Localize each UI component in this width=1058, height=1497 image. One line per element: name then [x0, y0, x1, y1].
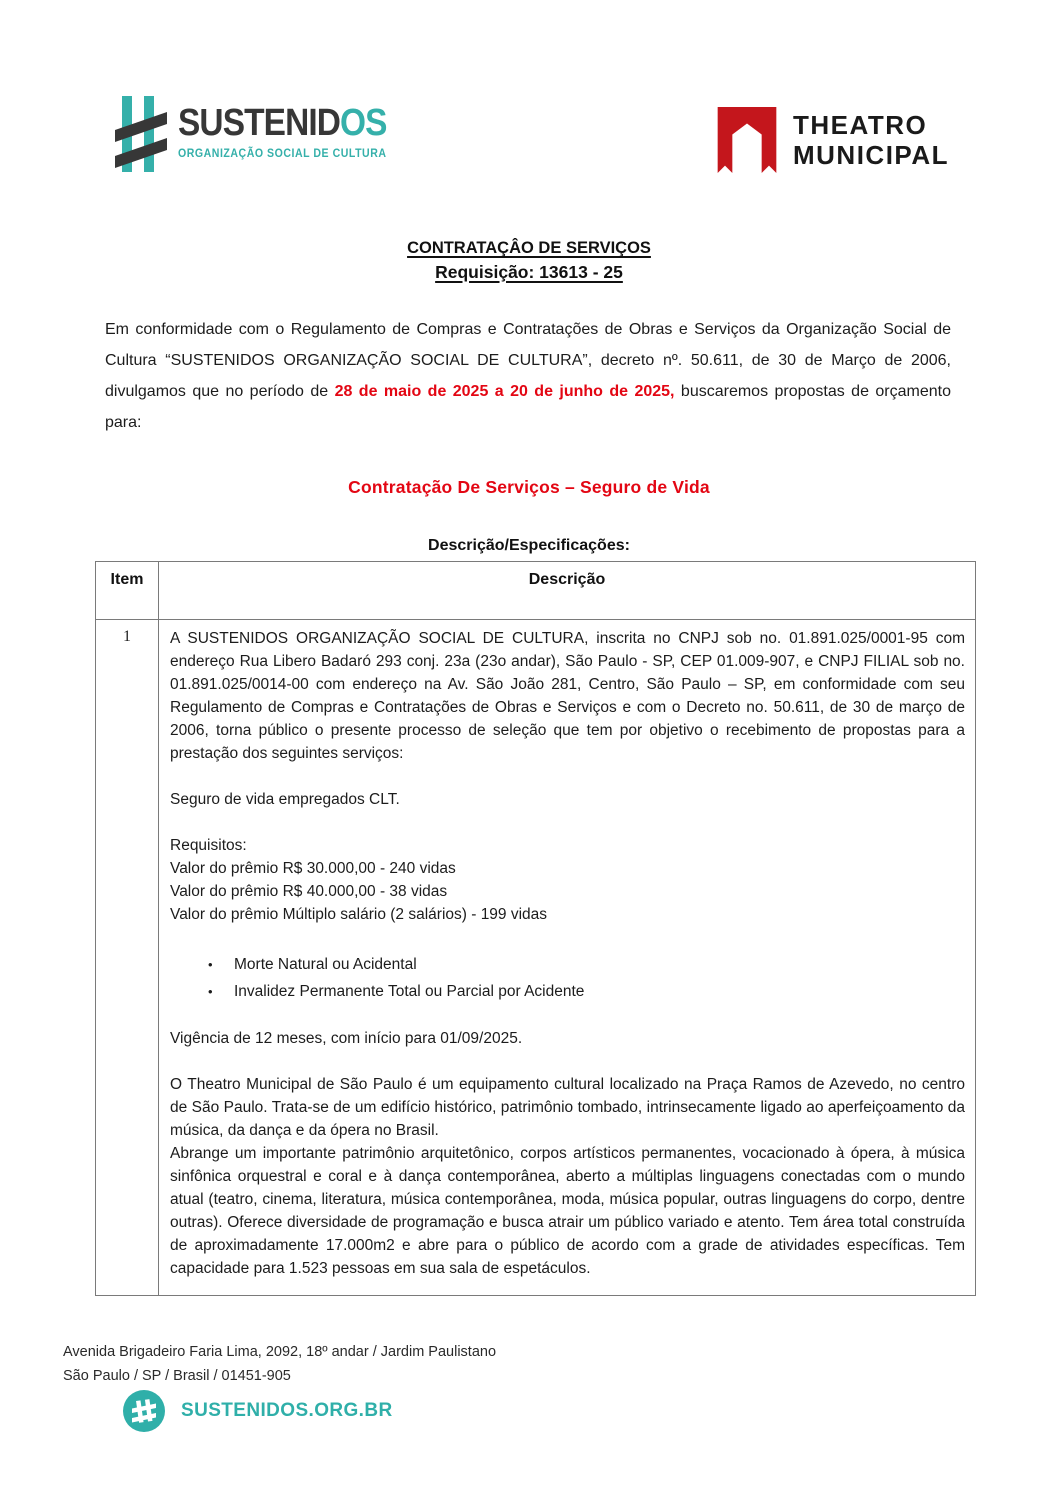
requirement-line: Requisitos:	[170, 837, 247, 854]
spec-table	[95, 561, 976, 1296]
sustenidos-tagline: ORGANIZAÇÃO SOCIAL DE CULTURA	[178, 146, 387, 160]
theatro-municipal-logo	[716, 107, 949, 173]
theatro-line1: THEATRO	[793, 110, 928, 140]
title-line1: CONTRATAÇÂO DE SERVIÇOS	[407, 239, 651, 257]
specs-heading: Descrição/Especificações:	[428, 537, 630, 554]
item-number-cell: 1	[96, 620, 159, 1296]
coverage-bullet-list	[170, 953, 965, 1004]
footer-brand	[123, 1390, 393, 1432]
theatro-line2: MUNICIPAL	[793, 140, 950, 170]
sustenidos-name	[178, 103, 387, 143]
col-header-description: Descrição	[159, 562, 976, 620]
description-paragraph: Vigência de 12 meses, com início para 01/09/2025.	[170, 1030, 523, 1047]
intro-text-before: Em conformidade com o Regulamento de Compras e Contratações de Obras e Serviços da Organização Social de Cultura “SUSTENIDOS ORGANIZAÇÃO SOCIAL DE CULTURA”, decreto nº. 50.611, de 30 de Março de 2006, divulgamos que no período de	[105, 321, 951, 400]
footer-address	[63, 1340, 496, 1388]
sustenidos-name-main: SUSTENID	[178, 102, 341, 144]
bullet-item	[208, 980, 965, 1004]
intro-date-range: 28 de maio de 2025 a 20 de junho de 2025,	[334, 383, 675, 400]
theatro-arch-icon	[716, 107, 778, 173]
description-paragraph: O Theatro Municipal de São Paulo é um equipamento cultural localizado na Praça Ramos de Azevedo, no centro de São Paulo. Trata-se de um edifício histórico, patrimônio tombado, intrinsecamente ligado ao aperfeiçoamento da música, da dança e da ópera no Brasil.	[170, 1076, 965, 1139]
sustenidos-wordmark	[178, 103, 387, 160]
document-title	[0, 239, 1058, 283]
intro-text-after: buscaremos propostas de orçamento para:	[105, 383, 951, 431]
bullet-item	[208, 953, 965, 977]
description-cell	[159, 620, 976, 1296]
footer-site-link[interactable]: SUSTENIDOS.ORG.BR	[181, 1400, 393, 1421]
sustenidos-logo	[115, 94, 415, 174]
requirement-line: Valor do prêmio R$ 30.000,00 - 240 vidas	[170, 860, 456, 877]
description-paragraph: Abrange um importante patrimônio arquitetônico, corpos artísticos permanentes, vocacionado à ópera, à música sinfônica orquestral e coral e à dança contemporânea, aberto a múltiplas linguagens conectadas com o mundo atual (teatro, cinema, literatura, música contemporânea, moda, música popular, outras linguagens do corpo, dentre outras). Oferece diversidade de programação e busca atrair um público variado e atento. Tem área total construída de aproximadamente 17.000m2 e abre para o público de acordo com a grade de atividades específicas. Tem capacidade para 1.523 pessoas em sua sala de espetáculos.	[170, 1145, 965, 1277]
table-row	[96, 620, 976, 1296]
sustenidos-hash-icon	[115, 94, 167, 174]
theatro-wordmark	[793, 110, 949, 170]
sustenidos-name-suffix: OS	[340, 102, 387, 144]
requirement-line: Valor do prêmio Múltiplo salário (2 salários) - 199 vidas	[170, 906, 548, 923]
section-heading: Contratação De Serviços – Seguro de Vida	[348, 477, 710, 497]
bullet-dot: •	[208, 957, 213, 972]
sustenidos-circle-hash-icon	[123, 1390, 165, 1432]
title-requisition: Requisição: 13613 - 25	[435, 262, 623, 282]
bullet-text: Morte Natural ou Acidental	[234, 956, 417, 973]
bullet-text: Invalidez Permanente Total ou Parcial por Acidente	[234, 983, 585, 1000]
description-paragraph: Seguro de vida empregados CLT.	[170, 791, 400, 808]
requirements-lines	[170, 834, 965, 926]
bullet-dot: •	[208, 984, 213, 999]
footer-address-line1: Avenida Brigadeiro Faria Lima, 2092, 18º andar / Jardim Paulistano	[63, 1344, 497, 1360]
description-paragraph: A SUSTENIDOS ORGANIZAÇÃO SOCIAL DE CULTURA, inscrita no CNPJ sob no. 01.891.025/0001-95 com endereço Rua Libero Badaró 293 conj. 23a (23o andar), São Paulo - SP, CEP 01.009-907, e CNPJ FILIAL sob no. 01.891.025/0014-00 com endereço na Av. São João 281, Centro, São Paulo – SP, em conformidade com seu Regulamento de Compras e Contratações de Obras e Serviços e com o Decreto no. 50.611, de 30 de março de 2006, torna público o presente processo de seleção que tem por objetivo o recebimento de propostas para a prestação dos seguintes serviços:	[170, 630, 965, 762]
footer-address-line2: São Paulo / SP / Brasil / 01451-905	[63, 1368, 291, 1384]
intro-paragraph	[105, 314, 951, 438]
table-header-row	[96, 562, 976, 620]
requirement-line: Valor do prêmio R$ 40.000,00 - 38 vidas	[170, 883, 448, 900]
col-header-item: Item	[96, 562, 159, 620]
